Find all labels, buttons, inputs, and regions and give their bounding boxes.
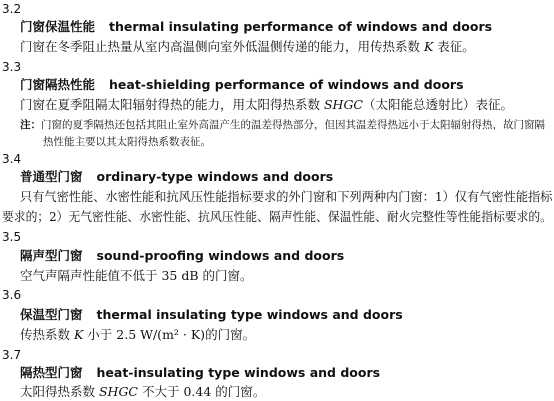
definition-3-5: 空气声隔声性能值不低于 35 dB 的门窗。 [20, 268, 253, 283]
clause-number-3-2: 3.2 [2, 2, 22, 16]
symbol-shgc: SHGC [323, 97, 363, 112]
term-heading-3-4 [20, 171, 333, 184]
term-cn: 门窗隔热性能 [20, 77, 96, 92]
term-heading-3-2 [20, 21, 492, 34]
term-heading-3-6 [20, 309, 403, 322]
note-label: 注： [20, 119, 41, 131]
term-en: thermal insulating type windows and doors [96, 307, 403, 322]
definition-3-4-line1: 只有气密性能、水密性能和抗风压性能指标要求的外门窗和下列两种内门窗：1）仅有气密性能指标 [20, 189, 553, 204]
clause-number-3-6: 3.6 [2, 288, 22, 302]
note-3-3 [20, 120, 545, 131]
term-cn: 门窗保温性能 [20, 19, 96, 34]
note-text-line2: 热性能主要以其太阳得热系数表征。 [43, 136, 211, 148]
definition-3-7: 太阳得热系数 SHGC 不大于 0.44 的门窗。 [20, 384, 266, 399]
term-heading-3-3 [20, 79, 464, 92]
definition-3-2: 门窗在冬季阻止热量从室内高温侧向室外低温侧传递的能力，用传热系数 K 表征。 [20, 39, 475, 54]
term-heading-3-5 [20, 250, 344, 263]
symbol-k: K [423, 39, 434, 54]
clause-number-3-5: 3.5 [2, 230, 22, 244]
definition-3-3: 门窗在夏季阻隔太阳辐射得热的能力，用太阳得热系数 SHGC（太阳能总透射比）表征。 [20, 97, 514, 112]
clause-number-3-7: 3.7 [2, 348, 22, 362]
term-cn: 保温型门窗 [20, 307, 83, 322]
definition-3-4-line2: 要求的；2）无气密性能、水密性能、抗风压性能、隔声性能、保温性能、耐火完整性等性能指标要求的。 [2, 209, 552, 224]
symbol-shgc: SHGC [98, 384, 138, 399]
term-cn: 隔声型门窗 [20, 248, 83, 263]
term-heading-3-7 [20, 367, 380, 380]
term-cn: 普通型门窗 [20, 169, 83, 184]
term-en: heat-shielding performance of windows and doors [109, 77, 464, 92]
symbol-k: K [73, 327, 84, 342]
definition-3-6: 传热系数 K 小于 2.5 W/(m² · K)的门窗。 [20, 327, 256, 342]
term-en: sound-proofing windows and doors [96, 248, 345, 263]
term-cn: 隔热型门窗 [20, 365, 83, 380]
note-text-line1: 门窗的夏季隔热还包括其阻止室外高温产生的温差得热部分，但因其温差得热远小于太阳辐射得热，故门窗隔 [41, 119, 545, 131]
clause-number-3-3: 3.3 [2, 60, 22, 74]
term-en: heat-insulating type windows and doors [96, 365, 381, 380]
term-en: thermal insulating performance of windows and doors [109, 19, 493, 34]
clause-number-3-4: 3.4 [2, 152, 22, 166]
term-en: ordinary-type windows and doors [96, 169, 334, 184]
